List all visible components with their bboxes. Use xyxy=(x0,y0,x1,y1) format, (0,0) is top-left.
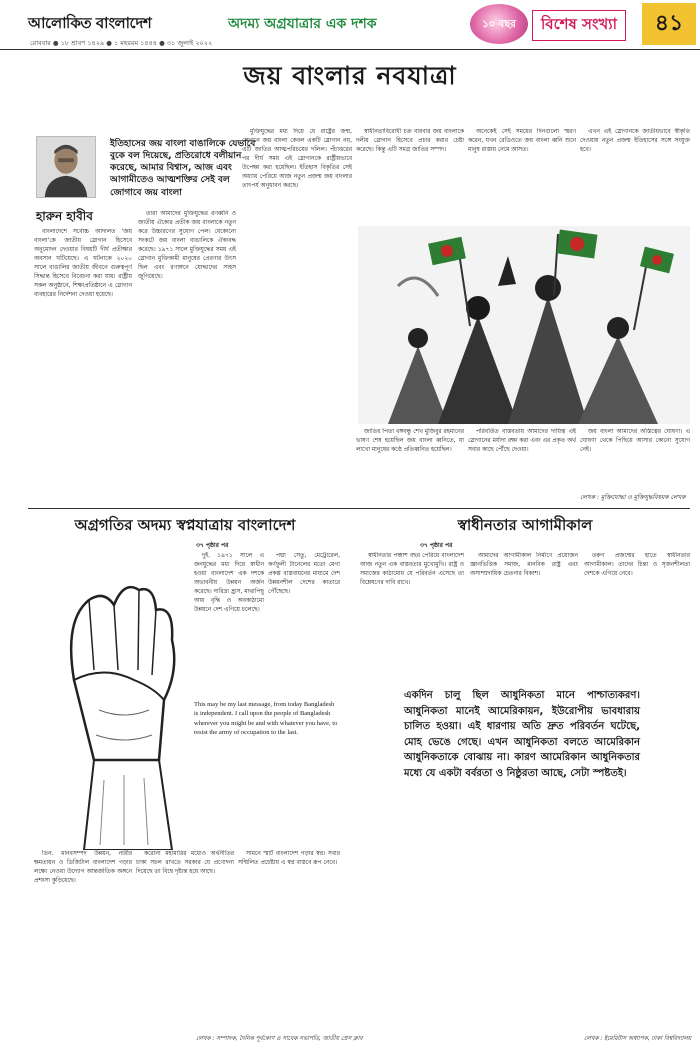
newspaper-name: আলোকিত বাংলাদেশ xyxy=(28,14,152,32)
section-divider xyxy=(28,508,690,509)
paragraph: জাতির পিতা বঙ্গবন্ধু শেখ মুজিবুর রহমানের ভাষণ শেষ হয়েছিল জয় বাংলা ধ্বনিতে, যা লাখো মানুষের কণ্ঠে প্রতিধ্বনিত হয়েছিল। xyxy=(356,429,464,453)
raised-fist-illustration xyxy=(34,560,190,850)
main-column-3 xyxy=(242,128,352,496)
portrait-image-icon xyxy=(37,137,95,197)
special-issue-label: বিশেষ সংখ্যা xyxy=(532,10,626,41)
paragraph: তারা আমাদের মুক্তিযুদ্ধের রণধ্বনি ও জাতীয় ঐক্যের প্রতীক জয় বাংলাকে নতুন করে উচ্চারণের সুযোগ পেল। যেকোনো সংকটে জয় বাংলা বাঙালিকে ঐক্যবদ্ধ করেছে। ১৯৭১ সালে মুক্তিযুদ্ধের সময় এই স্লোগান মুক্তিকামী মানুষের প্রেরণার উৎস ছিল এবং রণাঙ্গনে যোদ্ধাদের সাহস জুগিয়েছে। xyxy=(138,211,236,280)
right-column-1 xyxy=(360,552,464,1038)
left-bottom-column-1 xyxy=(34,850,132,1040)
paragraph: স্বাধীনতার পঞ্চাশ বছর পেরিয়ে বাংলাদেশ আজ নতুন এক বাস্তবতার মুখোমুখি। রাষ্ট্র ও সমাজের কাঠামোয় যে পরিবর্তন এসেছে তা বিশ্লেষণের দাবি রাখে। xyxy=(360,553,464,586)
author-portrait xyxy=(36,136,96,198)
crowd-flags-icon xyxy=(358,226,690,424)
main-headline: জয় বাংলার নবযাত্রা xyxy=(243,61,457,90)
main-column-2 xyxy=(138,210,236,496)
pull-quote: একদিন চালু ছিল আধুনিকতা মানে পাশ্চাত্যকরণ। আধুনিকতা মানেই আমেরিকায়ন, ইউরোপীয় ভাবধারায় চালিত হওয়া। এই ধারণায় অতি দ্রুত পরিবর্তন ঘটেছে, মোহ ভেঙে গেছে। এখন আধুনিকতা বলতে আমেরিকান আধুনিকতাকে বোঝায় না। কারণ আমেরিকান আধুনিকতার মধ্যে যে একটা বর্বরতা ও নিষ্ঠুরতা আছে, সেটা স্পষ্টতই। xyxy=(400,682,644,787)
paragraph: বাংলাদেশে সর্বোচ্চ আদালত 'জয় বাংলা'কে জাতীয় স্লোগান হিসেবে অনুমোদন দেওয়ার বিষয়টি দীর্ঘ প্রতীক্ষার অবসান ঘটিয়েছে। এ ঘটনাকে ২০২০ সালে বাঙালির জাতীয় জীবনে গুরুত্বপূর্ণ সিদ্ধান্ত হিসেবে বিবেচনা করা যায়। রাষ্ট্রীয় সকল অনুষ্ঠানে, শিক্ষাপ্রতিষ্ঠানে এ স্লোগান ব্যবহারের নির্দেশনা দেওয়া হয়েছে। xyxy=(34,229,132,298)
main-column-7 xyxy=(356,428,464,496)
paragraph: তিন. মানবসম্পদ উন্নয়ন, নারীর ক্ষমতায়ন ও ডিজিটাল বাংলাদেশ গড়ার লক্ষ্যে নেওয়া উদ্যোগ আন্তর্জাতিক অঙ্গনে প্রশংসা কুড়িয়েছে। xyxy=(34,851,132,884)
left-article-headline: অগ্রগতির অদম্য স্বপ্নযাত্রায় বাংলাদেশ xyxy=(74,516,296,534)
right-author-note: লেখক : ইমেরিটাস অধ্যাপক, ঢাকা বিশ্ববিদ্যালয় xyxy=(584,1036,692,1042)
article-deck: ইতিহাসের জয় বাংলা বাঙালিকে যেভাবে বুকে বল দিয়েছে, প্রতিরোধে বলীয়ান করেছে, আমার বিশ্বাস, আজ এবং আগামীতেও আত্মশক্তির সেই বল জোগাবে জয় বাংলা xyxy=(110,139,256,198)
left-column-1 xyxy=(194,552,264,842)
paragraph: দুই. ১৯৭১ সালে এ জনযুদ্ধের মধ্য দিয়ে স্বাধীন হওয়া বাংলাদেশ এক দশকে অভাবনীয় উন্নয়ন অর্জন করেছে। দারিদ্র্য হ্রাস, মাথাপিছু আয় বৃদ্ধি ও অবকাঠামো উন্নয়নে দেশ এগিয়ে চলেছে। xyxy=(194,553,264,613)
left-bottom-column-3 xyxy=(238,850,340,1040)
paragraph: এখন এই স্লোগানকে জাতীয়ভাবে স্বীকৃতি দেওয়ায় নতুন প্রজন্ম ইতিহাসের সঙ্গে সংযুক্ত হবে। xyxy=(580,129,690,153)
main-column-6 xyxy=(580,128,690,224)
right-column-3 xyxy=(584,552,690,1038)
main-column-9 xyxy=(580,428,690,496)
badge-label: ১০ বছর xyxy=(482,19,516,30)
paragraph: মুক্তিযুদ্ধের মধ্য দিয়ে যে রাষ্ট্রের জন্ম, সেখানে জয় বাংলা কেবল একটি স্লোগান নয়, এটি জাতির আত্মপরিচয়ের দলিল। পঁচাত্তরের পর দীর্ঘ সময় এই স্লোগানকে রাষ্ট্রীয়ভাবে উপেক্ষা করা হয়েছিল। ইতিহাস বিকৃতির সেই অধ্যায় পেরিয়ে আজ নতুন প্রজন্ম জয় বাংলার তাৎপর্য অনুধাবন করছে। xyxy=(242,129,352,189)
anniversary-tagline: অদম্য অগ্রযাত্রার এক দশক xyxy=(228,16,377,32)
paragraph: পদ্মা সেতু, মেট্রোরেল, কর্ণফুলী টানেলের মতো মেগা প্রকল্প বাস্তবায়নের মাধ্যমে দেশ উন্নয়নশীল দেশের কাতারে পৌঁছেছে। xyxy=(268,553,340,595)
protest-illustration xyxy=(358,226,690,424)
paragraph: পরিবর্তিত বাস্তবতায় আমাদের দায়িত্ব এই স্লোগানের মর্যাদা রক্ষা করা এবং এর প্রকৃত অর্থ সবার কাছে পৌঁছে দেওয়া। xyxy=(468,429,576,453)
main-author-note: লেখক : মুক্তিযোদ্ধা ও মুক্তিযুদ্ধবিষয়ক লেখক xyxy=(580,494,686,501)
left-continued-label: ৩৭ পৃষ্ঠার পর xyxy=(196,542,229,549)
paragraph: আমাদের আগামীকাল নির্মাণে প্রয়োজন জ্ঞানভিত্তিক সমাজ, মানবিক রাষ্ট্র এবং অসাম্প্রদায়িক চেতনার বিকাশ। xyxy=(470,553,578,577)
right-continued-label: ৩৭ পৃষ্ঠার পর xyxy=(420,542,453,549)
anniversary-badge-icon xyxy=(470,4,528,44)
paragraph: সামনে স্মার্ট বাংলাদেশ গড়ার স্বপ্ন। সবার সম্মিলিত প্রচেষ্টায় এ স্বপ্ন বাস্তবে রূপ নেবে। xyxy=(238,851,340,866)
left-column-2 xyxy=(268,552,340,842)
paragraph: স্বাধীনতাবিরোধী চক্র বারবার জয় বাংলাকে দলীয় স্লোগান হিসেবে প্রচার করার চেষ্টা করেছে। কিন্তু এটি সমগ্র জাতির সম্পদ। xyxy=(356,129,464,153)
masthead xyxy=(0,0,700,50)
main-column-5 xyxy=(468,128,576,224)
paragraph: অনেকেই সেই সময়ের দিনগুলো স্মরণ করেন, যখন রেডিওতে জয় বাংলা ধ্বনি শুনে মানুষ রাস্তায় নেমে আসত। xyxy=(468,129,576,153)
page-number: ৪১ xyxy=(642,3,696,45)
left-author-note: লেখক : সম্পাদক, দৈনিক পূর্বকোণ ও সাবেক সভাপতি, জাতীয় প্রেস ক্লাব xyxy=(196,1036,363,1042)
right-column-2 xyxy=(470,552,578,1038)
paragraph: তরুণ প্রজন্মের হাতে স্বাধীনতার আগামীকাল। তাদের চিন্তা ও সৃজনশীলতা দেশকে এগিয়ে নেবে। xyxy=(584,553,690,577)
paragraph: জয় বাংলা আমাদের অস্তিত্বের ঘোষণা। এ ঘোষণা থেকে পিছিয়ে আসার কোনো সুযোগ নেই। xyxy=(580,429,690,453)
date-line: রোববার ● ১৮ শ্রাবণ ১৪২৯ ● ১ মহররম ১৪৪৪ ● ৩১ জুলাই ২০২২ xyxy=(30,39,213,47)
author-byline: হারুন হাবীব xyxy=(36,209,93,223)
raised-fist-icon xyxy=(34,560,190,850)
main-column-8 xyxy=(468,428,576,496)
main-column-4 xyxy=(356,128,464,224)
paragraph: করোনা মহামারির মধ্যেও অর্থনীতির চাকা সচল রাখতে সরকার যে প্রণোদনা দিয়েছে তা বিশ্বে দৃষ্টান্ত হয়ে আছে। xyxy=(136,851,234,875)
right-article-headline: স্বাধীনতার আগামীকাল xyxy=(457,516,593,534)
left-bottom-column-2 xyxy=(136,850,234,1040)
main-column-1 xyxy=(34,228,132,496)
english-quote: This may be my last message, from today Bangladesh is independent. I call upon the people of Bangladesh wherever you might be and with whatever you have, to resist the army of occupation to the last. xyxy=(194,701,338,737)
